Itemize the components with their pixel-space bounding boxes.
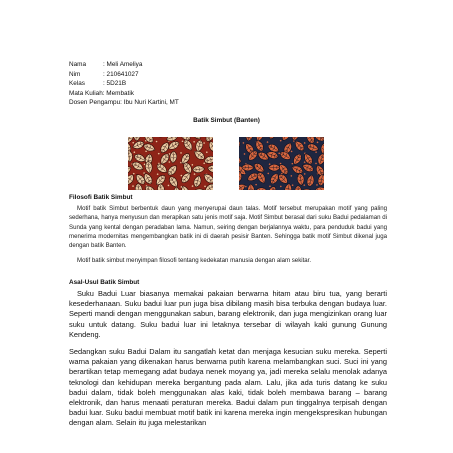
identity-value: : Meli Ameliya bbox=[103, 61, 143, 68]
identity-key: Nim bbox=[69, 70, 81, 78]
identity-value: : Membatik bbox=[102, 89, 135, 97]
identity-key: Dosen Pengampu bbox=[69, 99, 121, 107]
identity-key: Mata Kuliah bbox=[69, 89, 103, 97]
identity-key: Kelas bbox=[69, 80, 85, 88]
batik-pattern bbox=[128, 137, 213, 190]
asal-heading: Asal-Usul Batik Simbut bbox=[69, 279, 140, 286]
identity-row-kelas bbox=[69, 79, 179, 89]
identity-block bbox=[69, 60, 179, 108]
identity-value: : 5D21B bbox=[103, 80, 127, 88]
batik-pattern bbox=[239, 137, 324, 190]
identity-value: : 210641027 bbox=[103, 70, 139, 78]
asal-paragraph-1: Suku Badui Luar biasanya memakai pakaian berwarna hitam atau biru tua, yang berarti kesederhanaan. Suku badui luar pun juga bisa dibilang masih bisa terbuka dengan budaya luar. Seperti mandi dengan menggunakan sabun, barang elektronik, dan juga mengizinkan orang luar suku untuk datang. Suku badui luar ini letaknya tersebar di wilayah kaki gunung Gunung Kendeng. bbox=[69, 289, 387, 339]
asal-paragraph-2: Sedangkan suku Badui Dalam itu sangatlah ketat dan menjaga kesucian suku mereka. Seperti warna pakaian yang dikenakan harus berwarna putih karena melambangkan suci. Suci ini yang berartikan tetap memegang adat budaya nenek moyang ya, jadi mereka selalu menolak adanya teknologi dan kehidupan mereka bergantung pada alam. Lalu, jika ada turis datang ke suku badui dalam, tidak boleh menggunakan alas kaki, tidak boleh membawa barang – barang elektronik, dan harus menaati peraturan mereka. Badui dalam pun tinggalnya terpisah dengan badui luar. Suku badui membuat motif batik ini karena mereka ingin mengekspresikan hubungan dengan alam. Selain itu juga melestarikan bbox=[69, 347, 387, 428]
identity-row-name bbox=[69, 60, 179, 70]
identity-value: : Ibu Nuri Kartini, MT bbox=[120, 99, 179, 107]
filosofi-paragraph-1: Motif batik Simbut berbentuk daun yang menyerupai daun talas. Motif tersebut merupakan motif yang paling sederhana, hanya menyusun dan merapikan satu jenis motif saja. Motif Simbut berasal dari suku Badui pedalaman di Sunda yang kental dengan peradaban lama. Namun, seiring dengan berjalannya waktu, para penduduk badui yang menerima modernitas mengembangkan batik ini di daerah pesisir Banten. Sehingga batik motif Simbut dikenal juga dengan batik Banten. bbox=[69, 205, 387, 250]
identity-row-lecturer bbox=[69, 98, 179, 108]
identity-row-course bbox=[69, 89, 179, 99]
identity-key: Nama bbox=[69, 61, 87, 68]
identity-row-nim bbox=[69, 70, 179, 80]
batik-image-navy bbox=[239, 137, 324, 190]
filosofi-paragraph-2: Motif batik simbut menyimpan filosofi tentang kedekatan manusia dengan alam sekitar. bbox=[77, 257, 312, 264]
batik-image-red bbox=[128, 137, 213, 190]
document-title: Batik Simbut (Banten) bbox=[193, 117, 260, 124]
filosofi-heading: Filosofi Batik Simbut bbox=[69, 194, 133, 201]
